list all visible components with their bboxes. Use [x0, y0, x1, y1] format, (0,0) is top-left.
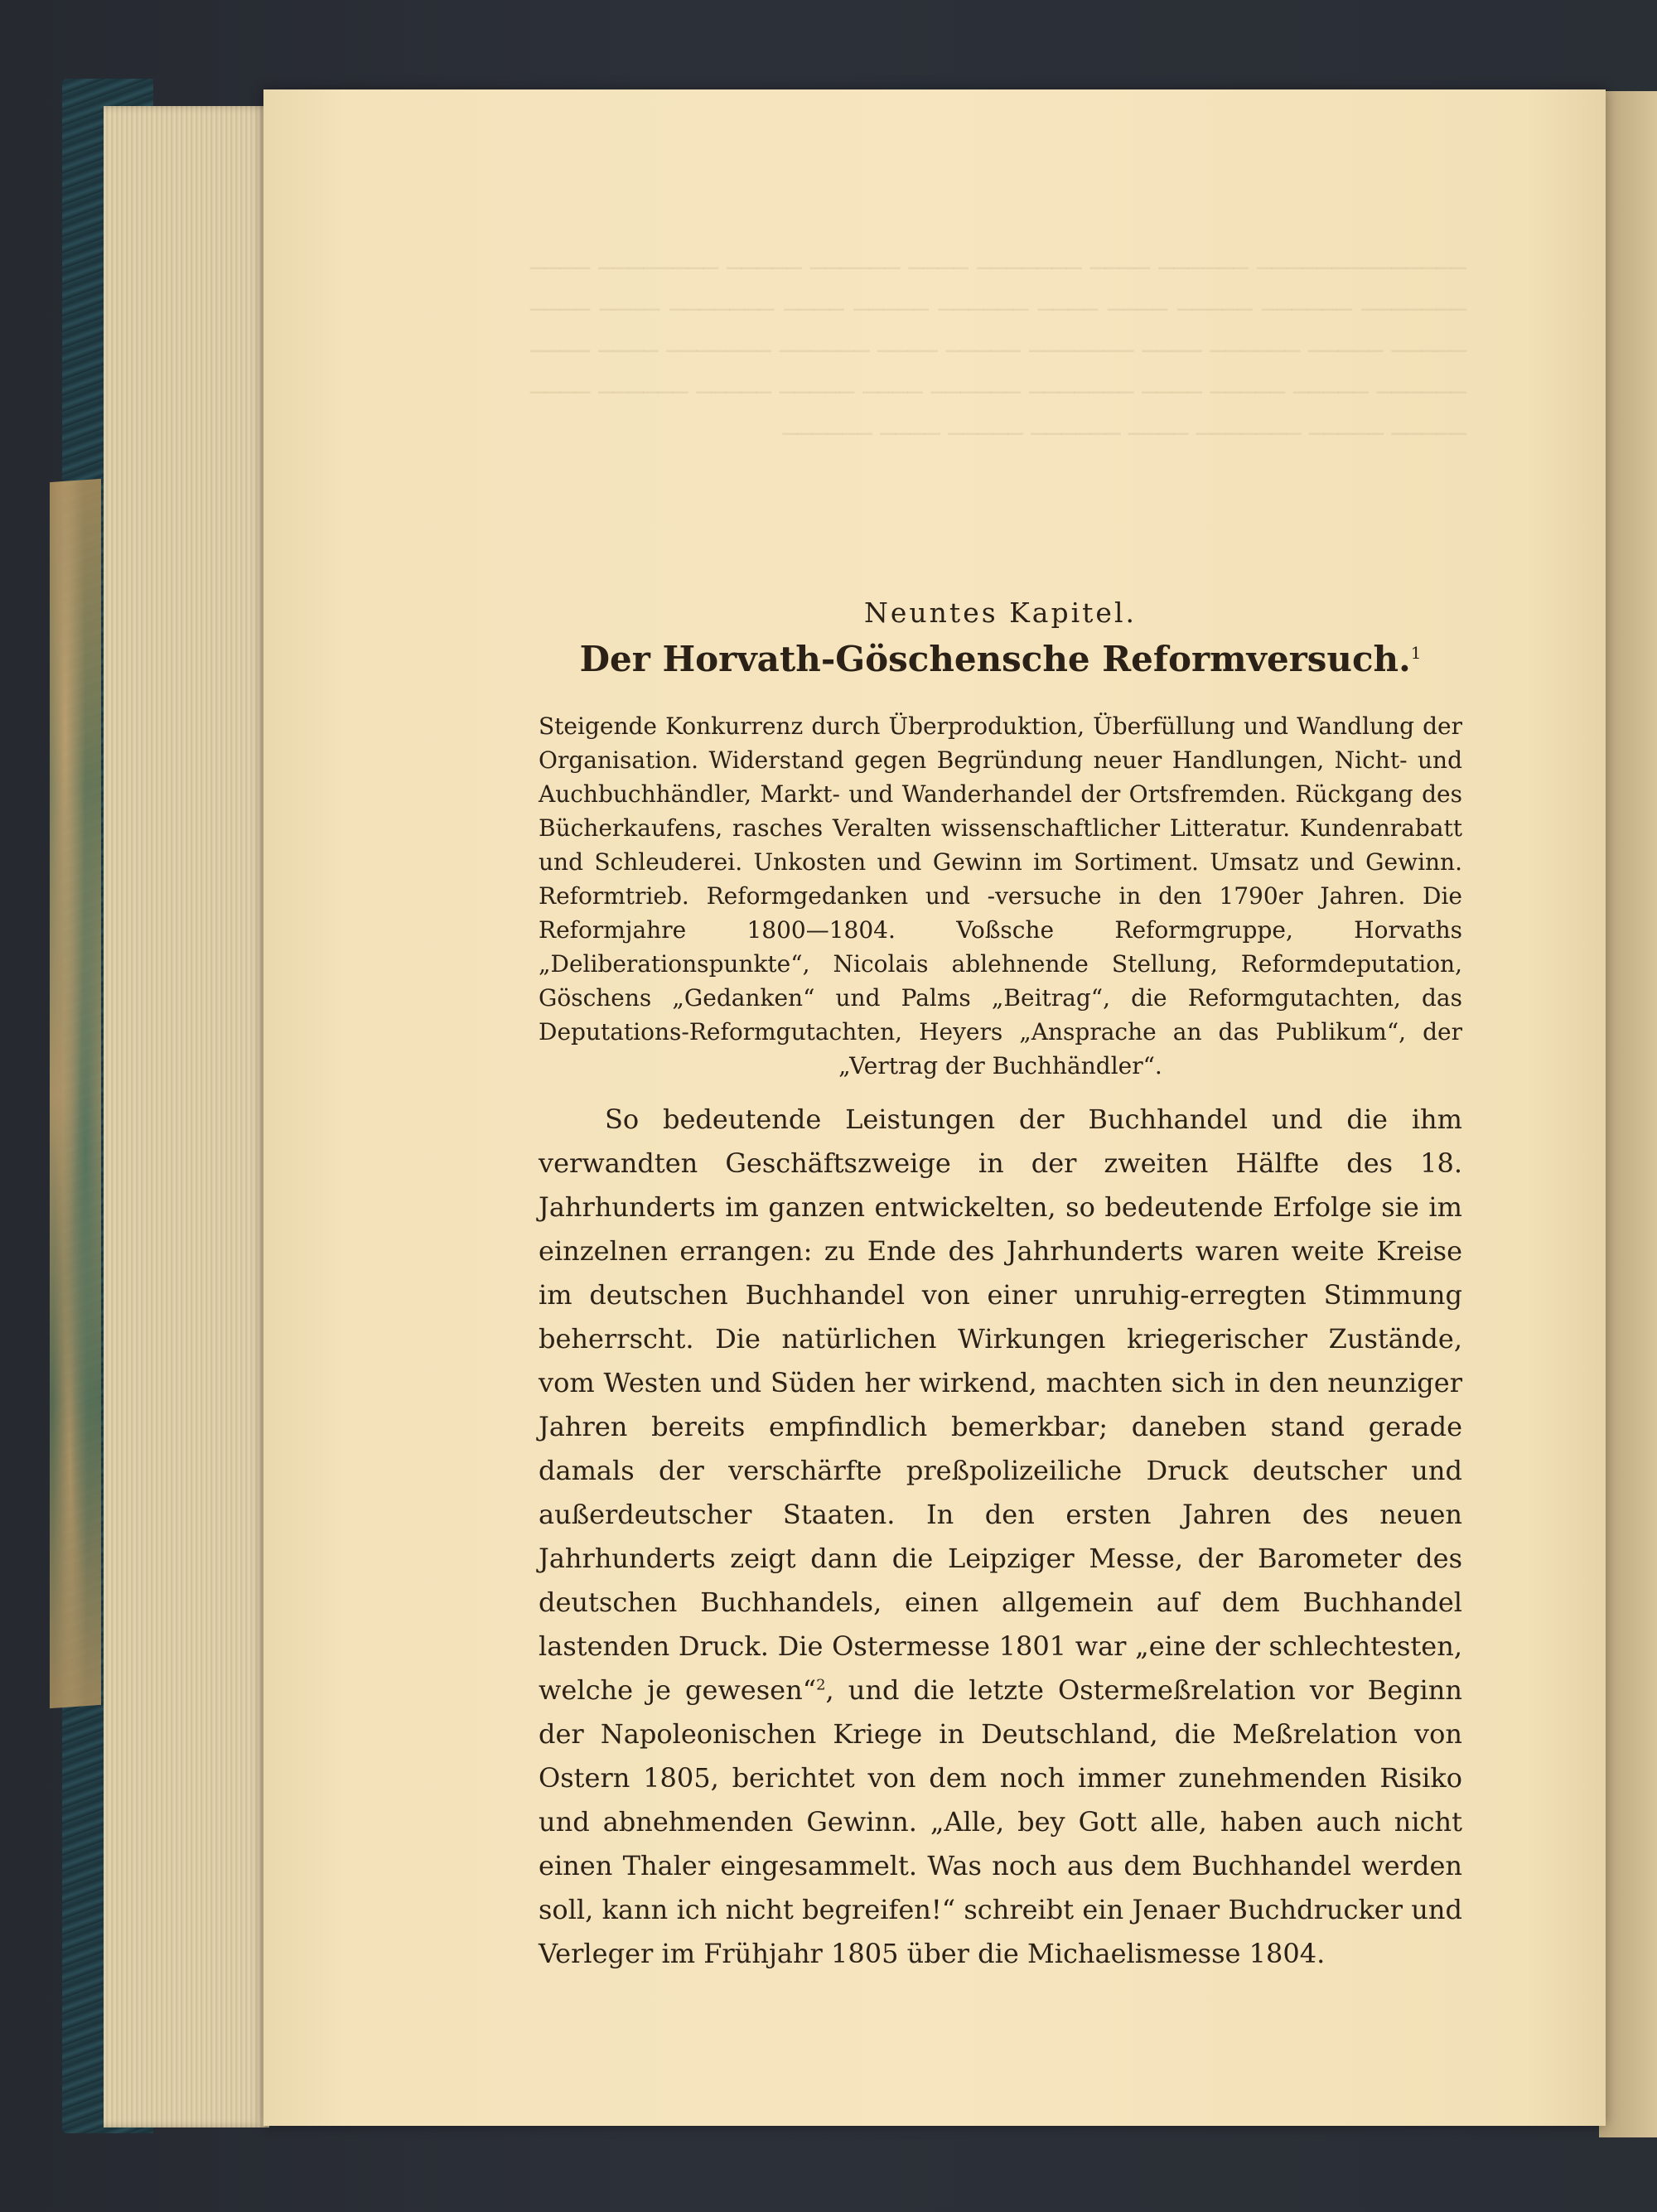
body-paragraph [539, 1098, 1462, 1976]
marbled-endpaper [50, 479, 101, 1708]
chapter-title-text: Der Horvath-Göschensche Reformversuch. [579, 639, 1411, 679]
footnote-mark: 1 [1410, 643, 1422, 663]
body-text-part-1: So bedeutende Leistungen der Buchhandel und die ihm verwandten Geschäftszweige in der zweiten Hälfte des 18. Jahrhunderts im ganzen entwickelten, so bedeutende Erfolge sie im einzelnen errangen: zu Ende des Jahrhunderts waren weite Kreise im deutschen Buchhandel von einer unruhig-erregten Stimmung beherrscht. Die natürlichen Wirkungen kriegerischer Zustände, vom Westen und Süden her wirkend, machten sich in den neunziger Jahren bereits empfindlich bemerkbar; daneben stand gerade damals der verschärfte preßpolizeiliche Druck deutscher und außerdeutscher Staaten. In den ersten Jahren des neuen Jahrhunderts zeigt dann die Leipziger Messe, der Barometer des deutschen Buchhandels, einen allgemein auf dem Buchhandel lastenden Druck. Die Ostermesse 1801 war „eine der schlechtesten, welche je gewesen“ [539, 1104, 1462, 1706]
footnote-mark: 2 [816, 1676, 826, 1694]
chapter-number: Neuntes Kapitel. [864, 596, 1137, 629]
chapter-title [539, 639, 1462, 679]
page-content [539, 596, 1462, 1976]
bleed-through-text: ────────────── ────── ──── ─────── ──── ────── ───── ──────── ──── ─────── ────── ───── ──── ──── ────── ───── ──── ─────── ──── ──── ───── ───── ────── ──── ─────── ───── ──── ────── ─────── ──── ──── ────── ───── ───── ──── ─────── ────── ──── ───── ───── ────── ──── ───── ───── ─────── ──── ────── ───── ──── ────── [530, 254, 1466, 449]
chapter-summary: Steigende Konkurrenz durch Überproduktion, Überfüllung und Wandlung der Organisation. Widerstand gegen Begründung neuer Handlungen, Nicht- und Auchbuchhändler, Markt- und Wanderhandel der Ortsfremden. Rückgang des Bücherkaufens, rasches Veralten wissenschaftlicher Litteratur. Kundenrabatt und Schleuderei. Unkosten und Gewinn im Sortiment. Umsatz und Gewinn. Reformtrieb. Reformgedanken und -versuche in den 1790er Jahren. Die Reformjahre 1800—1804. Voßsche Reformgruppe, Horvaths „Deliberationspunkte“, Nicolais ablehnende Stellung, Reformdeputation, Göschens „Gedanken“ und Palms „Beitrag“, die Reformgutachten, das Deputations-Reformgutachten, Heyers „Ansprache an das Publikum“, der „Vertrag der Buchhändler“. [539, 712, 1462, 1079]
page-edges [104, 106, 269, 2127]
body-text-part-2: , und die letzte Ostermeßrelation vor Beginn der Napoleonischen Kriege in Deutschland, die Meßrelation von Ostern 1805, berichtet von dem noch immer zunehmenden Risiko und abnehmenden Gewinn. „Alle, bey Gott alle, haben auch nicht einen Thaler eingesammelt. Was noch aus dem Buchhandel werden soll, kann ich nicht begreifen!“ schreibt ein Jenaer Buchdrucker und Verleger im Frühjahr 1805 über die Michaelismesse 1804. [539, 1674, 1463, 1969]
facing-page-edge [1599, 91, 1657, 2137]
